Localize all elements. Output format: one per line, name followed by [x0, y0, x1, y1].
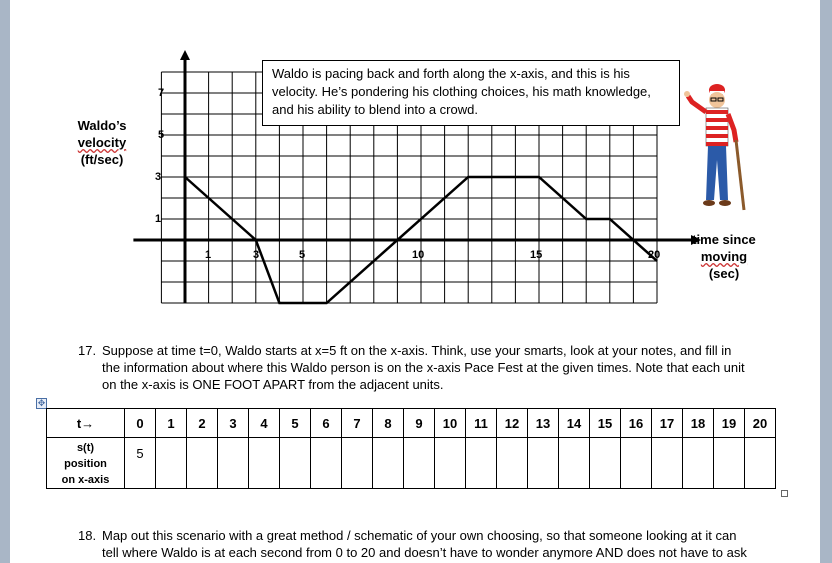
position-table	[46, 408, 776, 489]
y-tick-label: 7	[158, 87, 165, 99]
question-number: 17.	[78, 343, 97, 358]
position-cell[interactable]	[466, 438, 497, 489]
position-cell[interactable]	[497, 438, 528, 489]
position-cell[interactable]	[745, 438, 776, 489]
table-resize-handle[interactable]	[781, 490, 788, 497]
position-cell[interactable]	[373, 438, 404, 489]
time-cell: 13	[528, 409, 559, 438]
position-cell[interactable]	[435, 438, 466, 489]
time-cell: 3	[218, 409, 249, 438]
question-line: Map out this scenario with a great method / schematic of your own choosing, so that someone looking at it can	[102, 528, 737, 543]
row-label-line: position	[64, 458, 107, 470]
row-label-cell	[47, 438, 125, 489]
y-axis-label-line: Waldo’s	[77, 118, 127, 133]
position-cell[interactable]	[218, 438, 249, 489]
y-tick-label: 3	[155, 171, 162, 183]
position-cell[interactable]: 5	[125, 438, 156, 489]
time-cell: 9	[404, 409, 435, 438]
time-cell: 8	[373, 409, 404, 438]
y-axis-label-line: (ft/sec)	[80, 152, 124, 167]
time-cell: 20	[745, 409, 776, 438]
y-tick-label: 1	[155, 213, 162, 225]
time-cell: 18	[683, 409, 714, 438]
time-cell: 14	[559, 409, 590, 438]
callout-text: Waldo is pacing back and forth along the x-axis, and this is his velocity. He’s pondering his clothing choices, his math knowledge, and his ability to blend into a crowd.	[272, 66, 651, 117]
x-tick-label: 5	[299, 249, 306, 261]
time-cell: 15	[590, 409, 621, 438]
x-tick-label: 10	[412, 249, 425, 261]
position-cell[interactable]	[280, 438, 311, 489]
time-cell: 12	[497, 409, 528, 438]
x-axis-label	[688, 231, 760, 282]
position-cell[interactable]	[342, 438, 373, 489]
table-header-cell: t→	[47, 409, 125, 438]
time-cell: 5	[280, 409, 311, 438]
y-tick-label: 5	[158, 129, 165, 141]
callout-box	[262, 60, 680, 126]
table-row	[47, 438, 776, 489]
question-line: Suppose at time t=0, Waldo starts at x=5 ft on the x-axis. Think, use your smarts, look at your notes, and fill in	[102, 343, 732, 358]
row-label-line: s(t)	[76, 442, 95, 454]
position-cell[interactable]	[404, 438, 435, 489]
question-number: 18.	[78, 528, 97, 543]
table-row	[47, 409, 776, 438]
waldo-figure	[682, 80, 752, 216]
time-cell: 4	[249, 409, 280, 438]
time-cell: 10	[435, 409, 466, 438]
question-18	[78, 527, 798, 563]
position-cell[interactable]	[156, 438, 187, 489]
time-cell: 17	[652, 409, 683, 438]
x-tick-label: 1	[205, 249, 212, 261]
position-cell[interactable]	[714, 438, 745, 489]
position-cell[interactable]	[621, 438, 652, 489]
question-17	[78, 342, 778, 394]
time-cell: 7	[342, 409, 373, 438]
y-axis-label	[66, 117, 138, 168]
position-cell[interactable]	[311, 438, 342, 489]
x-tick-label: 15	[530, 249, 543, 261]
question-line: the information about where this Waldo person is on the x-axis Pace Fest at the given times. Note that each unit	[102, 360, 745, 375]
position-cell[interactable]	[187, 438, 218, 489]
position-cell[interactable]	[590, 438, 621, 489]
position-cell[interactable]	[559, 438, 590, 489]
time-cell: 16	[621, 409, 652, 438]
x-axis-label-line: (sec)	[708, 266, 740, 281]
time-cell: 1	[156, 409, 187, 438]
time-cell: 2	[187, 409, 218, 438]
y-axis-arrow	[180, 50, 190, 60]
time-cell: 11	[466, 409, 497, 438]
question-text	[102, 342, 745, 393]
x-axis-label-line: time since	[692, 232, 756, 247]
x-axis-label-line: moving	[700, 249, 748, 264]
x-tick-label: 20	[648, 249, 661, 261]
time-cell: 6	[311, 409, 342, 438]
question-text	[102, 527, 747, 561]
y-axis-label-line: velocity	[77, 135, 127, 150]
position-cell[interactable]	[683, 438, 714, 489]
question-line: on the x-axis is ONE FOOT APART from the adjacent units.	[102, 377, 444, 392]
question-line: tell where Waldo is at each second from 0 to 20 and doesn’t have to wonder anymore AND does not have to ask	[102, 545, 747, 560]
x-tick-label: 3	[253, 249, 260, 261]
time-cell: 19	[714, 409, 745, 438]
move-handle-icon[interactable]: ✥	[37, 398, 46, 408]
position-cell[interactable]	[652, 438, 683, 489]
row-label-line: on x-axis	[61, 474, 110, 486]
position-cell[interactable]	[528, 438, 559, 489]
position-cell[interactable]	[249, 438, 280, 489]
time-cell: 0	[125, 409, 156, 438]
